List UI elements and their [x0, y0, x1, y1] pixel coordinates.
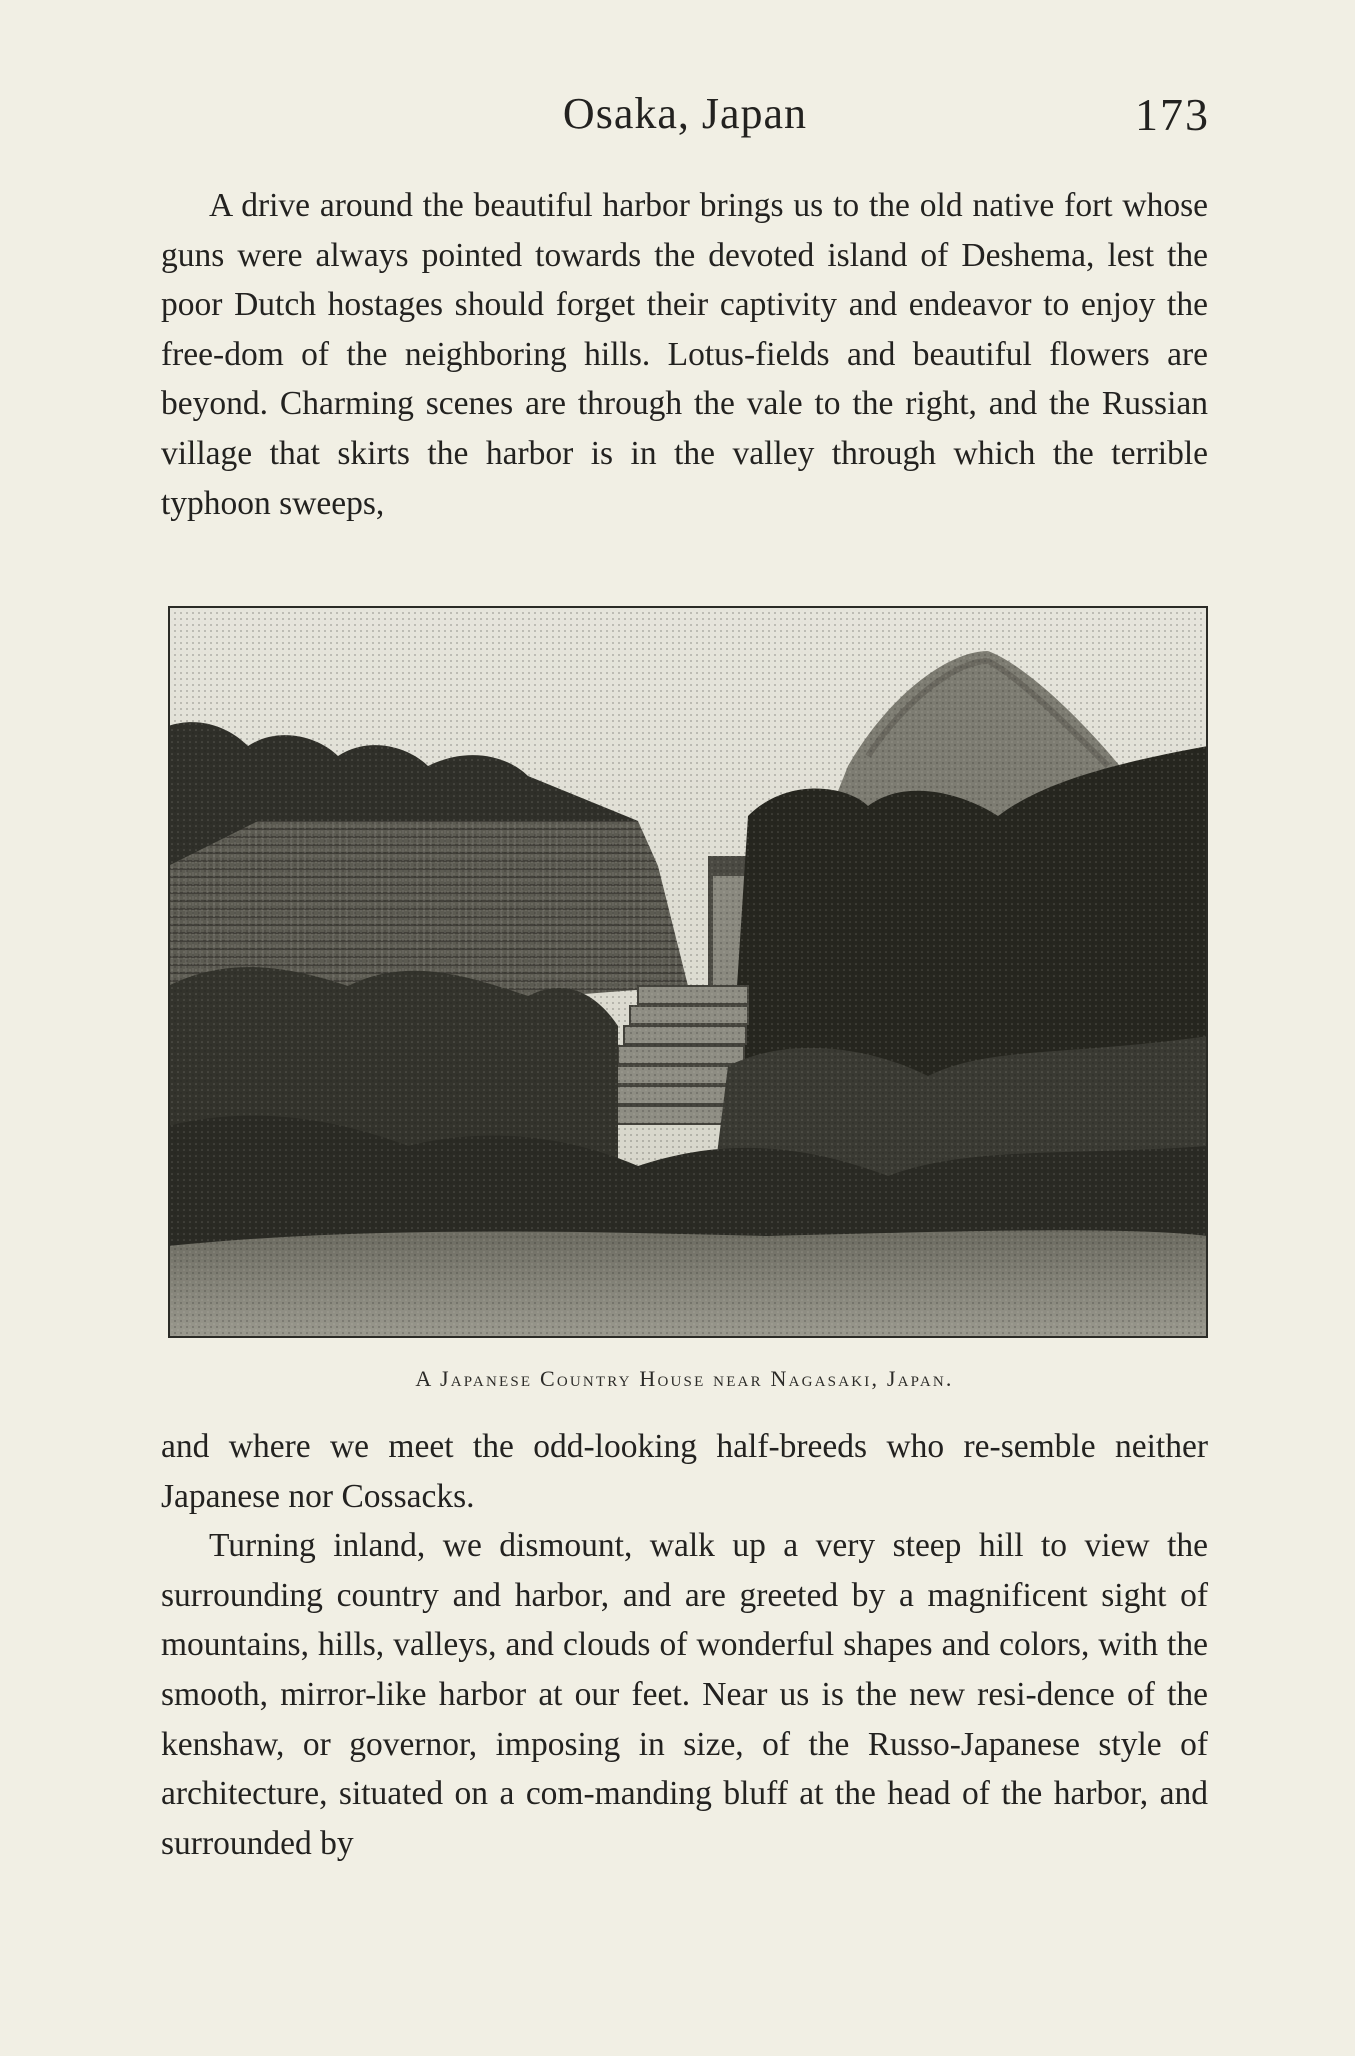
photo-illustration [168, 606, 1208, 1338]
page-number: 173 [1135, 89, 1210, 140]
figure-caption: A Japanese Country House near Nagasaki, Japan. [415, 1366, 954, 1391]
paragraph-harbor-drive: A drive around the beautiful harbor brings us to the old native fort whose guns were always pointed towards the devoted island of Deshema, lest the poor Dutch hostages should forget their captivity and endeavor to enjoy the free-dom of the neighboring hills. Lotus-fields and beautiful flowers are beyond. Charming scenes are through the vale to the right, and the Russian village that skirts the harbor is in the valley through which the terrible typhoon sweeps, [161, 187, 1208, 522]
photo-japanese-country-house [168, 606, 1208, 1338]
running-head [160, 88, 1210, 148]
paragraph-turning-inland: Turning inland, we dismount, walk up a very steep hill to view the surrounding country and harbor, and are greeted by a magnificent sight of mountains, hills, valleys, and clouds of wonderful shapes and colors, with the smooth, mirror-like harbor at our feet. Near us is the new resi-dence of the kenshaw, or governor, imposing in size, of the Russo-Japanese style of architecture, situated on a com-manding bluff at the head of the harbor, and surrounded by [161, 1527, 1208, 1862]
text-block-bottom [161, 1422, 1208, 1868]
running-title: Osaka, Japan [562, 89, 808, 138]
text-block-top [161, 181, 1208, 528]
paragraph-half-breeds: and where we meet the odd-looking half-breeds who re-semble neither Japanese nor Cossacks. [161, 1428, 1208, 1515]
